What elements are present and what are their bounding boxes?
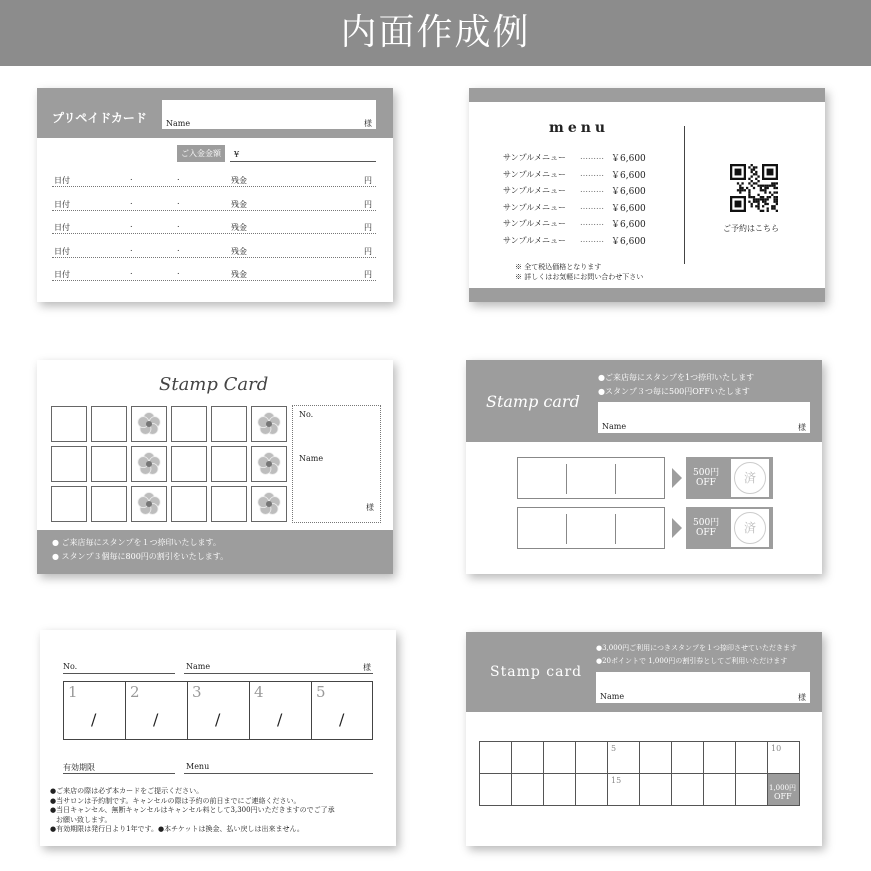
slot-slash: / bbox=[277, 710, 283, 729]
flower-stamp-icon bbox=[256, 491, 282, 517]
slot-divider bbox=[615, 464, 616, 494]
date-label: 日付 bbox=[54, 223, 70, 232]
point-cell bbox=[479, 741, 512, 774]
stamp-cell bbox=[251, 446, 287, 482]
notice-line: ●当日キャンセル、無断キャンセルはキャンセル料として3,300円いただきますのでご了承 bbox=[50, 806, 335, 814]
menu-item-leader: ……… bbox=[580, 218, 604, 227]
stamp-cell bbox=[251, 406, 287, 442]
point-stamp-card bbox=[466, 632, 822, 846]
page-title: 内面作成例 bbox=[340, 12, 531, 53]
number-slot bbox=[126, 682, 188, 739]
menu-item-name: サンプルメニュー bbox=[503, 202, 567, 212]
stamp-cell bbox=[171, 446, 207, 482]
ledger-row bbox=[52, 219, 376, 234]
cell-number: 10 bbox=[771, 744, 782, 753]
point-cell bbox=[671, 773, 704, 806]
menu-item-name: サンプルメニュー bbox=[503, 219, 567, 228]
off-note-2: ●スタンプ３つ毎に500円OFFいたします bbox=[598, 387, 750, 396]
stamp-cell bbox=[211, 446, 247, 482]
menu-top-band bbox=[469, 88, 825, 102]
date-dot: . bbox=[177, 220, 180, 229]
expiry-label: 有効期限 bbox=[63, 763, 95, 772]
point-cell bbox=[703, 773, 736, 806]
date-dot: . bbox=[177, 196, 180, 206]
cell-number: 15 bbox=[611, 776, 622, 785]
stamp-cell bbox=[251, 486, 287, 522]
flower-stamp-icon bbox=[136, 411, 162, 437]
no-label: No. bbox=[299, 410, 314, 419]
slot-frame bbox=[63, 681, 373, 740]
point-cell bbox=[671, 741, 704, 774]
reward-badge bbox=[686, 457, 773, 499]
menu-card bbox=[469, 88, 825, 302]
menu-item-price: ￥6,600 bbox=[611, 170, 646, 181]
reward-off: OFF bbox=[696, 478, 716, 488]
reward-badge bbox=[686, 507, 773, 549]
flower-note-1: ● ご来店毎にスタンプを１つ捺印いたします。 bbox=[52, 538, 221, 547]
menu-label: Menu bbox=[186, 762, 210, 771]
slot-number: 1 bbox=[68, 683, 78, 701]
menu-title: menu bbox=[549, 120, 610, 136]
menu-item-price: ￥6,600 bbox=[611, 220, 646, 230]
slot-slash: / bbox=[215, 710, 221, 729]
slot-divider bbox=[566, 514, 567, 544]
ledger-row bbox=[52, 266, 376, 281]
notice-line: ●有効期限は発行日より1年です。●本チケットは換金、払い戻しは出来ません。 bbox=[50, 825, 304, 833]
point-cell bbox=[575, 773, 608, 806]
yen-label: 円 bbox=[364, 270, 372, 279]
point-cell bbox=[543, 741, 576, 774]
done-box bbox=[731, 509, 769, 547]
prepaid-card bbox=[37, 88, 393, 302]
balance-label: 残金 bbox=[231, 270, 247, 279]
no-field bbox=[63, 660, 175, 674]
point-cell bbox=[735, 773, 768, 806]
slot-number: 4 bbox=[254, 683, 264, 701]
menu-item-leader: ……… bbox=[580, 201, 604, 211]
stamp-cell bbox=[131, 406, 167, 442]
balance-label: 残金 bbox=[231, 246, 247, 256]
point-cell bbox=[479, 773, 512, 806]
reward-off: OFF bbox=[774, 792, 792, 801]
notice-line: お願い致します。 bbox=[56, 815, 112, 824]
point-cell bbox=[543, 773, 576, 806]
flower-info-box bbox=[292, 405, 381, 523]
date-dot: . bbox=[130, 267, 133, 276]
yen-sign: ¥ bbox=[234, 150, 240, 159]
flower-stamp-card bbox=[37, 360, 393, 574]
reward-amount: 500円 bbox=[693, 468, 720, 478]
menu-item bbox=[503, 152, 673, 166]
sama-label: 様 bbox=[798, 423, 806, 432]
menu-item-leader: ……… bbox=[580, 168, 604, 178]
menu-item bbox=[503, 169, 673, 183]
menu-item bbox=[503, 218, 673, 232]
stamp-cell bbox=[51, 406, 87, 442]
name-label: Name bbox=[299, 454, 324, 463]
menu-item-price: ￥6,600 bbox=[611, 154, 646, 164]
flower-stamp-icon bbox=[136, 491, 162, 517]
stamp-cell bbox=[171, 406, 207, 442]
name-field bbox=[184, 660, 373, 674]
stamp-cell bbox=[131, 486, 167, 522]
menu-note-2: ※ 詳しくはお気軽にお問い合わせ下さい bbox=[515, 273, 644, 281]
sama-label: 様 bbox=[366, 503, 374, 512]
point-cell bbox=[607, 741, 640, 774]
slot-slash: / bbox=[339, 710, 345, 729]
notice-line: ●当サロンは予約制です。キャンセルの際は予約の前日までにご連絡ください。 bbox=[50, 796, 301, 805]
deposit-field bbox=[230, 148, 376, 162]
point-cell bbox=[575, 741, 608, 774]
slot-number: 5 bbox=[316, 683, 326, 701]
reserve-label: ご予約はこちら bbox=[723, 224, 779, 233]
number-slot bbox=[188, 682, 250, 739]
menu-item-price: ￥6,600 bbox=[611, 203, 646, 214]
yen-label: 円 bbox=[364, 223, 372, 232]
stamp-cell bbox=[91, 446, 127, 482]
off-note-1: ●ご来店毎にスタンプを1つ捺印いたします bbox=[598, 373, 755, 382]
date-label: 日付 bbox=[54, 246, 70, 256]
menu-item-name: サンプルメニュー bbox=[503, 235, 567, 245]
prepaid-title: プリペイドカード bbox=[52, 111, 147, 125]
date-label: 日付 bbox=[54, 199, 70, 209]
sama-label: 様 bbox=[364, 119, 372, 128]
ledger-row bbox=[52, 243, 376, 258]
slot-number: 3 bbox=[192, 683, 202, 701]
page-header bbox=[0, 0, 871, 66]
stamp-cell bbox=[171, 486, 207, 522]
off-card-title: Stamp card bbox=[486, 392, 580, 411]
no-label: No. bbox=[63, 662, 78, 671]
point-cell bbox=[703, 741, 736, 774]
ledger-row bbox=[52, 196, 376, 211]
yen-label: 円 bbox=[364, 176, 372, 185]
menu-note-1: ※ 全て税込価格となります bbox=[515, 263, 602, 271]
date-dot: . bbox=[177, 243, 180, 253]
stamp-cell bbox=[51, 486, 87, 522]
stamp-cell bbox=[51, 446, 87, 482]
done-box bbox=[731, 459, 769, 497]
balance-label: 残金 bbox=[231, 223, 247, 232]
reward-amount: 1,000円 bbox=[769, 784, 797, 792]
menu-field bbox=[184, 760, 373, 774]
stamp-cell bbox=[211, 406, 247, 442]
stamp-cell bbox=[91, 486, 127, 522]
numbered-card bbox=[40, 630, 396, 846]
yen-label: 円 bbox=[364, 246, 372, 256]
arrow-right-icon bbox=[672, 518, 682, 538]
flower-card-title: Stamp Card bbox=[159, 374, 269, 395]
point-cell bbox=[767, 773, 800, 806]
name-label: Name bbox=[600, 692, 625, 701]
menu-bottom-band bbox=[469, 288, 825, 302]
menu-divider bbox=[684, 126, 685, 264]
balance-label: 残金 bbox=[231, 199, 247, 209]
done-label: 済 bbox=[743, 521, 756, 535]
date-dot: . bbox=[130, 243, 133, 253]
name-label: Name bbox=[166, 119, 191, 128]
balance-label: 残金 bbox=[231, 176, 247, 185]
done-stamp bbox=[734, 462, 766, 494]
number-slot bbox=[312, 682, 374, 739]
menu-item-leader: ……… bbox=[580, 152, 604, 161]
flower-note-2: ● スタンプ３個毎に800円の割引をいたします。 bbox=[52, 552, 229, 561]
menu-item-name: サンプルメニュー bbox=[503, 186, 567, 195]
ledger-row bbox=[52, 172, 376, 187]
yen-label: 円 bbox=[364, 199, 372, 209]
menu-item-price: ￥6,600 bbox=[611, 236, 646, 247]
cell-number: 5 bbox=[611, 744, 617, 753]
menu-item bbox=[503, 185, 673, 199]
qr-code-icon bbox=[730, 164, 778, 212]
number-slot bbox=[64, 682, 126, 739]
point-cell bbox=[511, 741, 544, 774]
date-dot: . bbox=[177, 267, 180, 276]
done-stamp bbox=[734, 512, 766, 544]
point-cell bbox=[639, 773, 672, 806]
reward-off: OFF bbox=[696, 528, 716, 538]
date-dot: . bbox=[130, 220, 133, 229]
off-name-box bbox=[598, 402, 810, 433]
stamp-cell bbox=[211, 486, 247, 522]
deposit-label: ご入金金額 bbox=[177, 145, 225, 162]
date-label: 日付 bbox=[54, 176, 70, 185]
done-label: 済 bbox=[743, 471, 756, 485]
point-cell bbox=[767, 741, 800, 774]
menu-item-price: ￥6,600 bbox=[611, 187, 646, 197]
flower-stamp-icon bbox=[256, 451, 282, 477]
expiry-field bbox=[63, 760, 175, 774]
point-cell bbox=[735, 741, 768, 774]
flower-stamp-icon bbox=[256, 411, 282, 437]
menu-item-name: サンプルメニュー bbox=[503, 153, 567, 162]
date-label: 日付 bbox=[54, 270, 70, 279]
slot-divider bbox=[615, 514, 616, 544]
prepaid-name-box bbox=[162, 100, 376, 129]
sama-label: 様 bbox=[798, 693, 806, 702]
notice-line: ●ご来店の際は必ず本カードをご提示ください。 bbox=[50, 787, 204, 795]
stamp-cell bbox=[91, 406, 127, 442]
point-name-box bbox=[596, 672, 810, 703]
stamp-slot-box bbox=[517, 507, 665, 549]
number-slot bbox=[250, 682, 312, 739]
reward-amount: 500円 bbox=[693, 518, 720, 528]
stamp-slot-box bbox=[517, 457, 665, 499]
point-cell bbox=[511, 773, 544, 806]
date-dot: . bbox=[130, 196, 133, 206]
flower-stamp-icon bbox=[136, 451, 162, 477]
slot-number: 2 bbox=[130, 683, 140, 701]
slot-divider bbox=[566, 464, 567, 494]
point-note-2: ●20ポイントで 1,000円の割引券としてご利用いただけます bbox=[596, 657, 788, 665]
slot-slash: / bbox=[91, 710, 97, 729]
sama-label: 様 bbox=[363, 663, 371, 672]
menu-item-leader: ……… bbox=[580, 185, 604, 194]
name-label: Name bbox=[186, 662, 211, 671]
menu-item bbox=[503, 202, 673, 216]
arrow-right-icon bbox=[672, 468, 682, 488]
point-cell bbox=[607, 773, 640, 806]
stamp-cell bbox=[131, 446, 167, 482]
name-label: Name bbox=[602, 422, 627, 431]
menu-item-name: サンプルメニュー bbox=[503, 169, 567, 179]
point-card-title: Stamp card bbox=[490, 664, 583, 680]
slot-slash: / bbox=[153, 710, 159, 729]
menu-item-leader: ……… bbox=[580, 234, 604, 244]
point-cell bbox=[639, 741, 672, 774]
off-stamp-card bbox=[466, 360, 822, 574]
point-note-1: ●3,000円ご利用につきスタンプを１つ捺印させていただきます bbox=[596, 644, 798, 652]
date-dot: . bbox=[130, 173, 133, 182]
menu-item bbox=[503, 235, 673, 249]
date-dot: . bbox=[177, 173, 180, 182]
